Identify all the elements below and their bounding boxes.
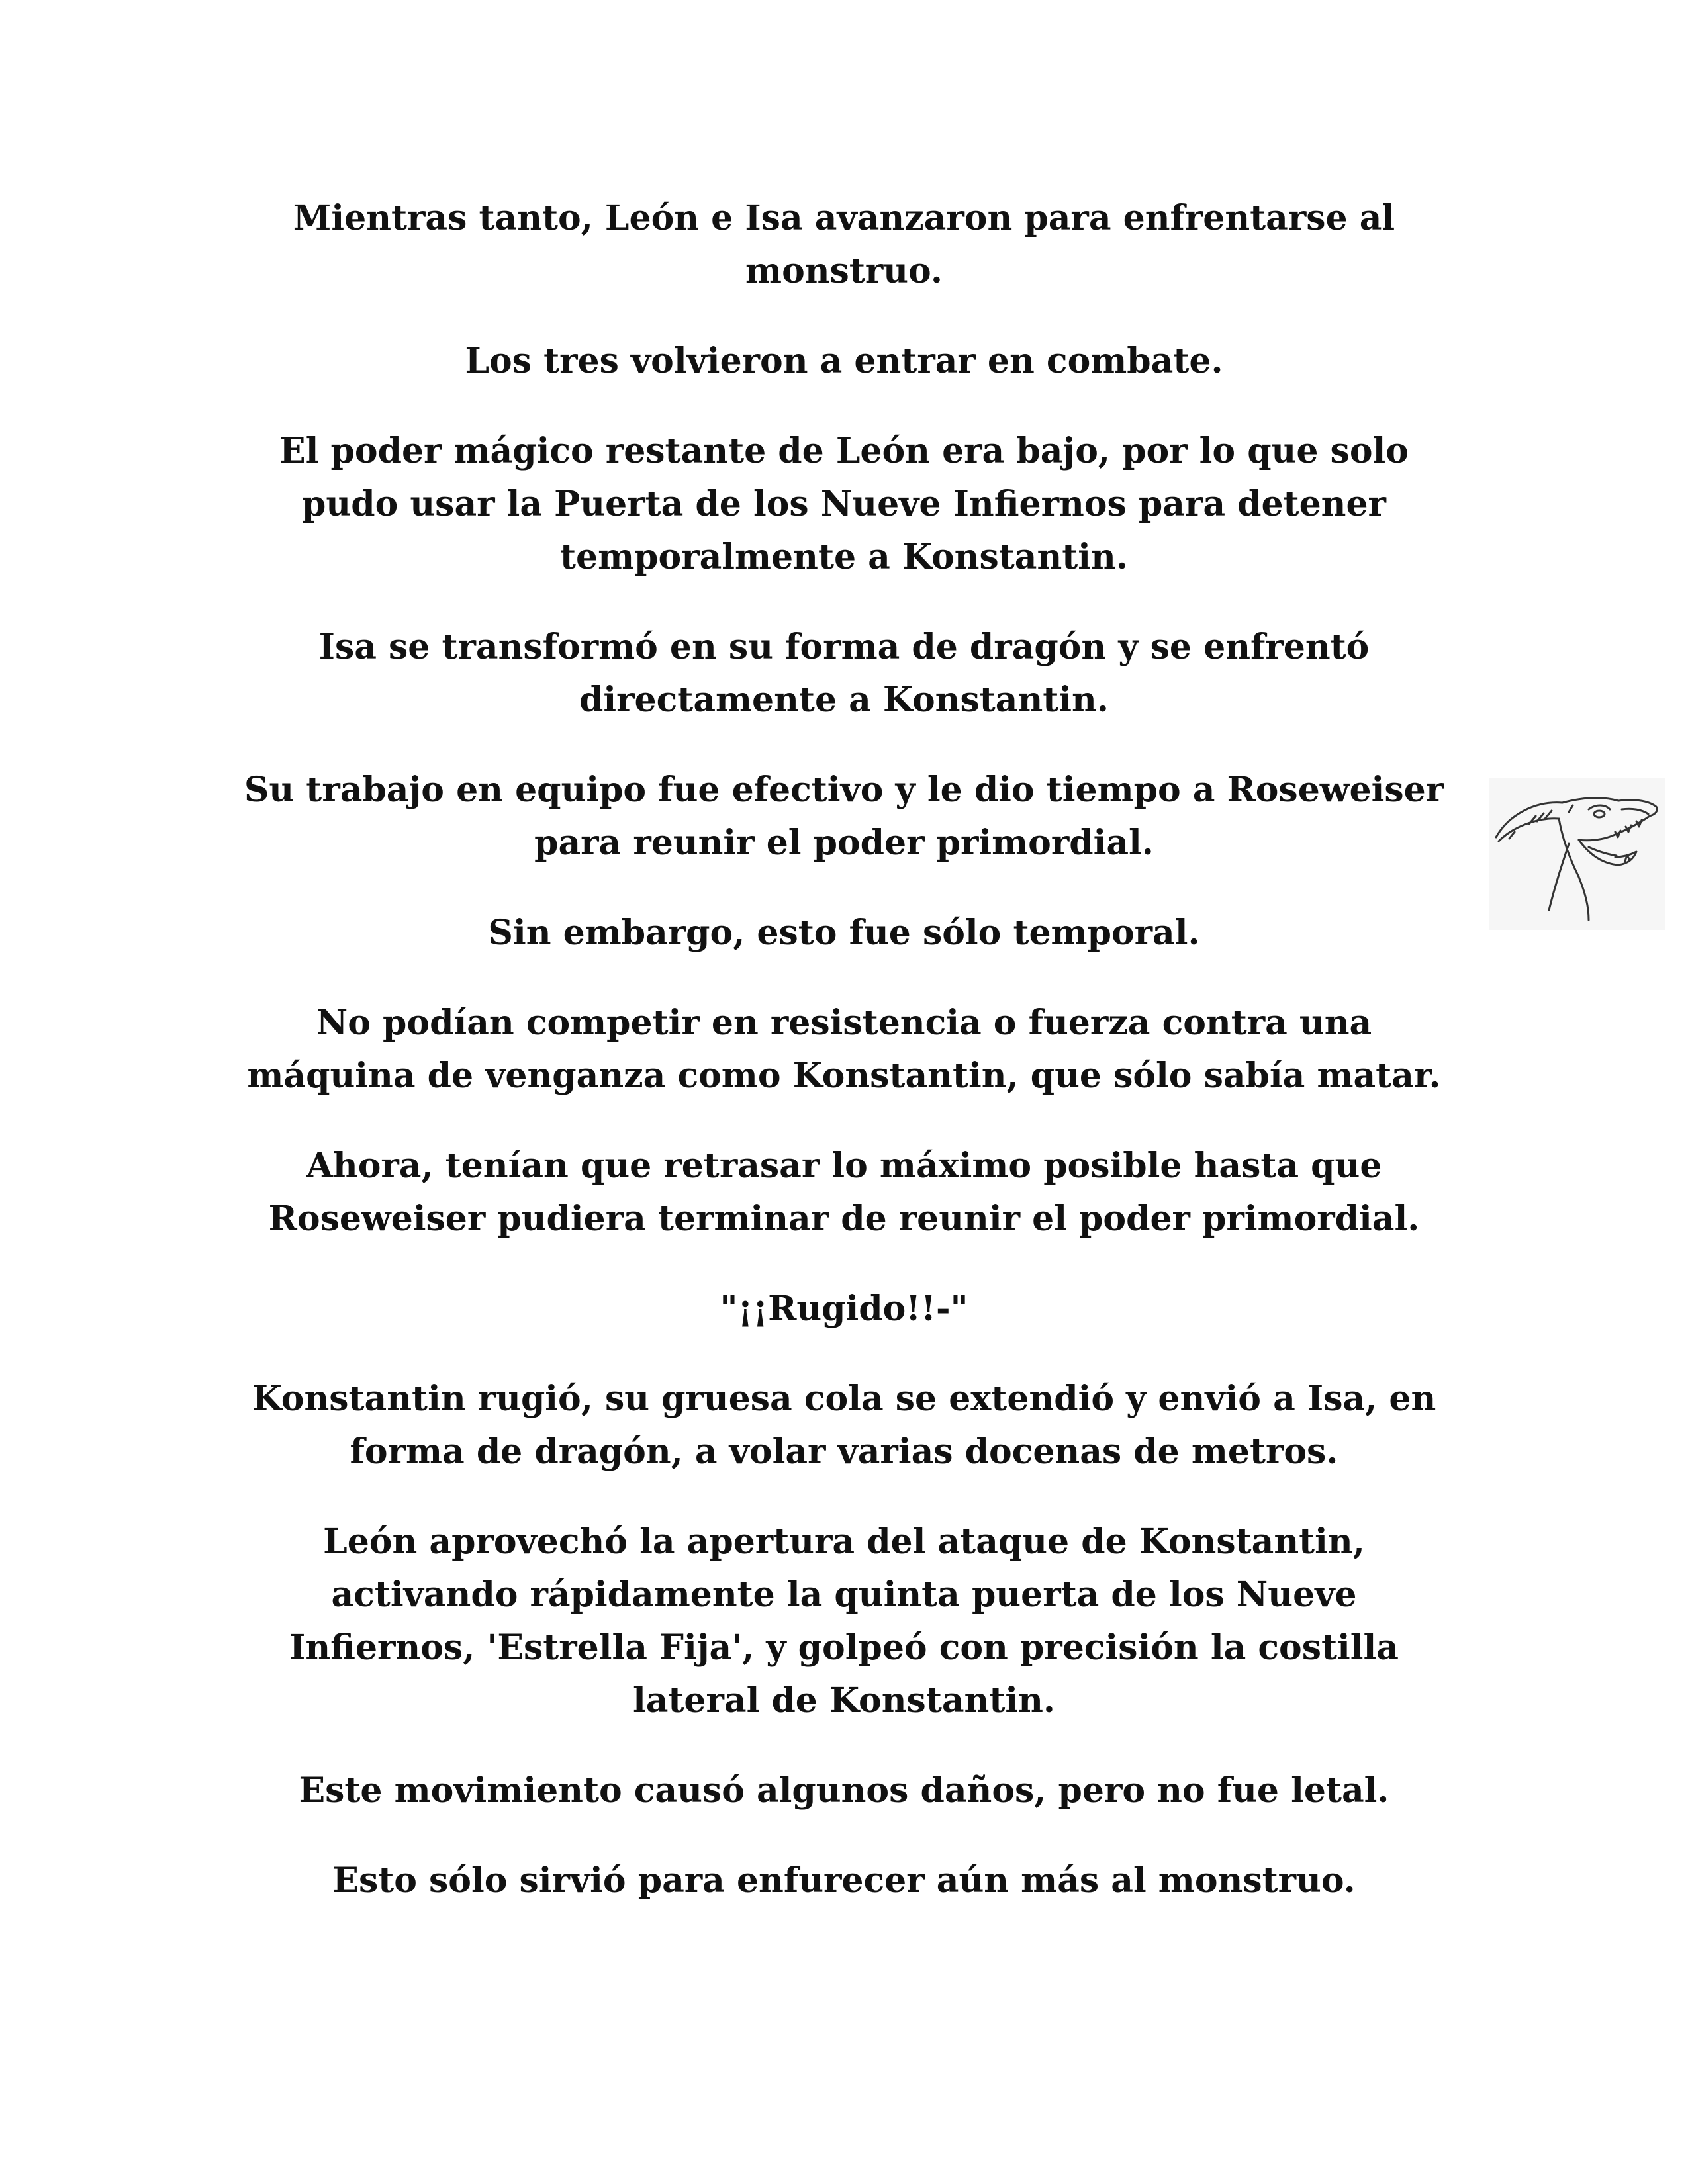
text-line: Este movimiento causó algunos daños, pero no fue letal. bbox=[299, 1770, 1389, 1811]
text-line: Esto sólo sirvió para enfurecer aún más al monstruo. bbox=[332, 1860, 1356, 1901]
paragraph bbox=[218, 1140, 1470, 1246]
text-line: "¡¡Rugido!!-" bbox=[720, 1289, 968, 1329]
paragraph bbox=[218, 192, 1470, 298]
paragraph bbox=[218, 1764, 1470, 1817]
text-line: Roseweiser pudiera terminar de reunir el poder primordial. bbox=[268, 1199, 1420, 1239]
text-line: lateral de Konstantin. bbox=[632, 1680, 1056, 1721]
paragraph bbox=[218, 335, 1470, 388]
text-line: Sin embargo, esto fue sólo temporal. bbox=[488, 913, 1200, 953]
text-line: Ahora, tenían que retrasar lo máximo posible hasta que bbox=[306, 1146, 1382, 1186]
text-line: forma de dragón, a volar varias docenas de metros. bbox=[350, 1432, 1338, 1472]
dinosaur-head-sketch bbox=[1489, 778, 1665, 930]
text-line: Los tres volvieron a entrar en combate. bbox=[465, 341, 1223, 381]
dinosaur-head-sketch-icon bbox=[1489, 778, 1665, 930]
paragraph bbox=[218, 764, 1470, 870]
text-line: temporalmente a Konstantin. bbox=[560, 537, 1128, 577]
paragraph bbox=[218, 621, 1470, 727]
text-line: Su trabajo en equipo fue efectivo y le dio tiempo a Roseweiser bbox=[244, 770, 1444, 810]
text-line: Konstantin rugió, su gruesa cola se extendió y envió a Isa, en bbox=[252, 1379, 1436, 1419]
paragraph bbox=[218, 907, 1470, 960]
text-line: directamente a Konstantin. bbox=[579, 680, 1109, 720]
paragraph bbox=[218, 425, 1470, 584]
text-line: Mientras tanto, León e Isa avanzaron para enfrentarse al bbox=[293, 198, 1395, 238]
story-text bbox=[218, 192, 1470, 1944]
text-line: Infiernos, 'Estrella Fija', y golpeó con precisión la costilla bbox=[289, 1627, 1399, 1668]
paragraph bbox=[218, 1283, 1470, 1336]
paragraph bbox=[218, 1516, 1470, 1727]
text-line: Isa se transformó en su forma de dragón y se enfrentó bbox=[318, 627, 1370, 667]
paragraph bbox=[218, 1854, 1470, 1907]
text-line: pudo usar la Puerta de los Nueve Infiernos para detener bbox=[302, 484, 1386, 524]
text-line: El poder mágico restante de León era bajo, por lo que solo bbox=[279, 431, 1409, 471]
text-line: activando rápidamente la quinta puerta de los Nueve bbox=[331, 1574, 1357, 1615]
text-line: para reunir el poder primordial. bbox=[534, 823, 1154, 863]
text-line: León aprovechó la apertura del ataque de Konstantin, bbox=[323, 1522, 1365, 1562]
text-line: monstruo. bbox=[745, 251, 943, 291]
paragraph bbox=[218, 997, 1470, 1103]
text-line: No podían competir en resistencia o fuerza contra una bbox=[316, 1003, 1372, 1043]
text-line: máquina de venganza como Konstantin, que sólo sabía matar. bbox=[247, 1056, 1441, 1096]
paragraph bbox=[218, 1373, 1470, 1479]
